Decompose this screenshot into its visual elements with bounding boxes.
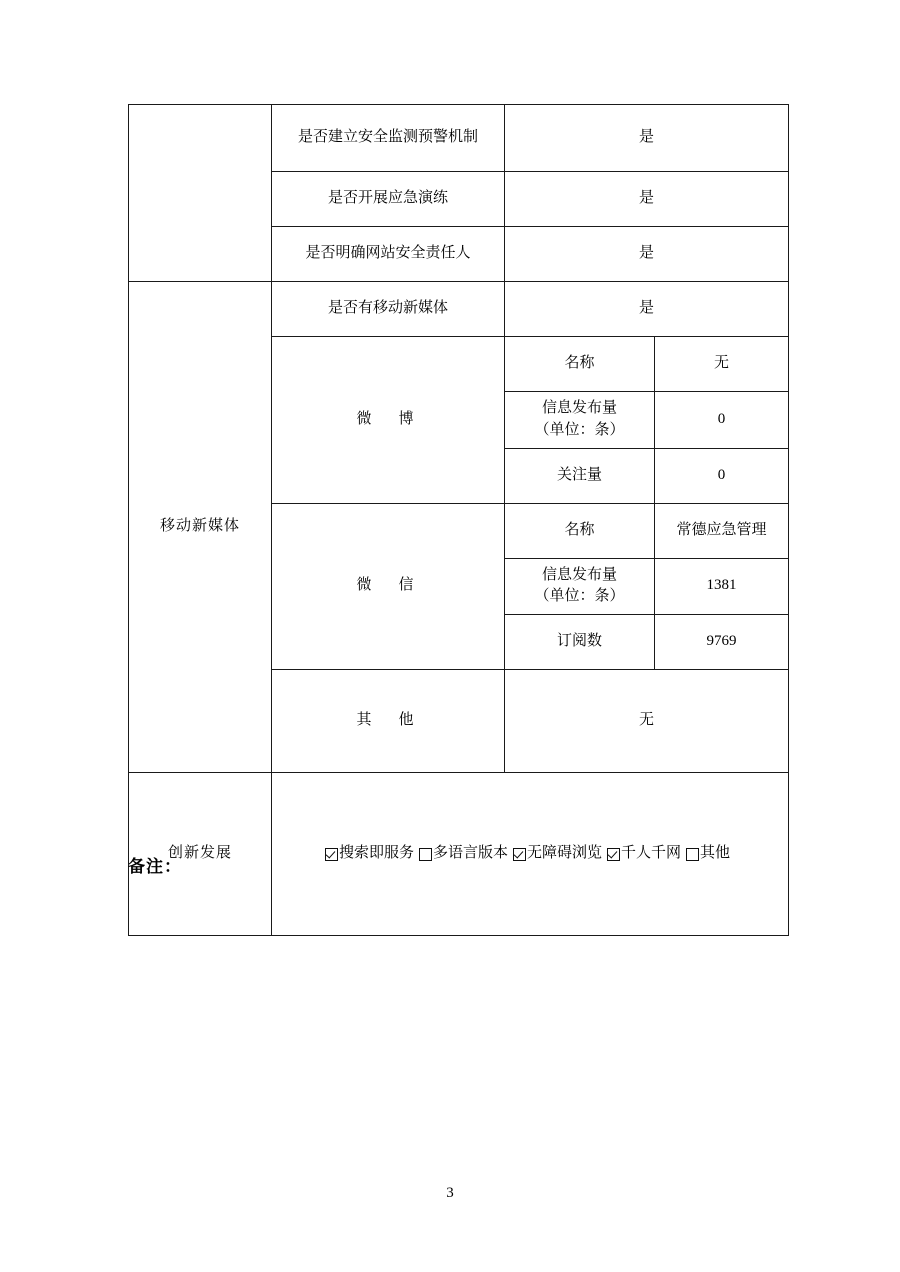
weibo-posts-label-line1: 信息发布量 — [541, 400, 617, 416]
weibo-name-label: 名称 — [505, 337, 655, 392]
weixin-subscribers-label: 订阅数 — [505, 615, 655, 670]
table-row — [129, 105, 789, 172]
security-question-0: 是否建立安全监测预警机制 — [272, 105, 505, 172]
page-number: 3 — [446, 1185, 454, 1201]
table-row — [129, 773, 789, 936]
new-media-section-label: 移动新媒体 — [129, 282, 272, 773]
innovation-option-4-label: 其他 — [700, 845, 731, 862]
innovation-option-2-label: 无障碍浏览 — [527, 845, 603, 862]
security-answer-2: 是 — [505, 227, 789, 282]
security-section-label — [129, 105, 272, 282]
weixin-posts-value: 1381 — [655, 558, 789, 615]
table-row — [129, 282, 789, 337]
checkbox-icon[interactable] — [513, 848, 526, 861]
weixin-posts-label-line2: （单位：条） — [534, 588, 625, 605]
checkbox-icon[interactable] — [686, 848, 699, 861]
weixin-name-label: 名称 — [505, 503, 655, 558]
weibo-posts-value: 0 — [655, 392, 789, 449]
weixin-posts-label — [505, 558, 655, 615]
annual-report-table — [128, 104, 789, 936]
weixin-posts-label-line1: 信息发布量 — [541, 566, 617, 583]
innovation-option-0[interactable] — [325, 843, 418, 865]
weibo-label: 微 博 — [272, 337, 505, 504]
security-question-1: 是否开展应急演练 — [272, 172, 505, 227]
security-answer-0: 是 — [505, 105, 789, 172]
has-new-media-label: 是否有移动新媒体 — [272, 282, 505, 337]
has-new-media-value: 是 — [505, 282, 789, 337]
innovation-checkbox-group — [276, 843, 784, 865]
weixin-subscribers-value: 9769 — [655, 615, 789, 670]
security-question-2: 是否明确网站安全责任人 — [272, 227, 505, 282]
weibo-followers-label: 关注量 — [505, 448, 655, 503]
innovation-option-3-label: 千人千网 — [621, 845, 682, 862]
weibo-posts-label — [505, 392, 655, 449]
innovation-option-2[interactable] — [513, 843, 606, 865]
weixin-name-value: 常德应急管理 — [655, 503, 789, 558]
checkbox-icon[interactable] — [325, 848, 338, 861]
innovation-option-1-label: 多语言版本 — [432, 845, 508, 862]
other-media-value: 无 — [505, 670, 789, 773]
security-answer-1: 是 — [505, 172, 789, 227]
weixin-label: 微 信 — [272, 503, 505, 670]
innovation-option-1[interactable] — [419, 843, 512, 865]
innovation-options-cell — [272, 773, 789, 936]
other-media-label: 其 他 — [272, 670, 505, 773]
weibo-name-value: 无 — [655, 337, 789, 392]
innovation-option-4[interactable] — [686, 843, 734, 865]
remark-label: 备注： — [128, 857, 182, 876]
weibo-posts-label-line2: （单位：条） — [534, 421, 625, 438]
innovation-option-3[interactable] — [607, 843, 685, 865]
innovation-label: 创新发展 — [129, 773, 272, 936]
checkbox-icon[interactable] — [419, 848, 432, 861]
checkbox-icon[interactable] — [607, 848, 620, 861]
weibo-followers-value: 0 — [655, 448, 789, 503]
innovation-option-0-label: 搜索即服务 — [338, 845, 414, 862]
